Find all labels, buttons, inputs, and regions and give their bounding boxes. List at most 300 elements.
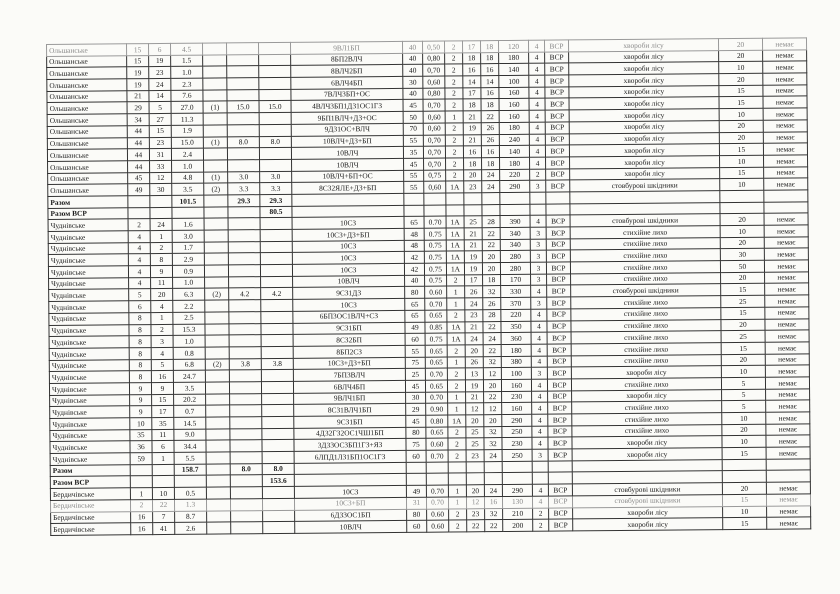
damage-percent-cell: 20 (719, 50, 763, 62)
damage-percent-cell: 25 (721, 330, 765, 342)
category-cell (530, 204, 546, 216)
status-cell: немає (766, 482, 810, 494)
category-cell (530, 192, 546, 204)
felling-area-cell: 8.0 (259, 136, 291, 148)
site-class-cell: 1А (448, 415, 466, 427)
quarter-number-cell: 16 (131, 523, 153, 535)
felling-area-cell (260, 241, 292, 253)
note-cell (205, 300, 229, 312)
note-cell: (2) (205, 288, 229, 300)
stand-composition-cell: 9СЗ1БП (293, 322, 405, 335)
status-cell: немає (766, 388, 810, 400)
section-number-cell: 35 (152, 417, 174, 429)
age-cell: 30 (403, 76, 423, 88)
diameter-cell: 24 (482, 181, 500, 193)
stock-volume-cell: 100 (501, 368, 531, 380)
damage-reason-cell: стихійне лихо (572, 424, 722, 437)
note-cell (207, 522, 231, 534)
diameter-cell: 20 (483, 379, 501, 391)
density-cell: 0.75 (424, 251, 446, 263)
damage-reason-cell: стихійне лихо (572, 413, 722, 426)
area-cell: 1.0 (171, 67, 203, 79)
diameter-cell: 16 (481, 87, 499, 99)
felling-area-cell: 29.3 (260, 194, 292, 206)
area-cell: 7.6 (171, 90, 203, 102)
felling-area-cell (262, 440, 294, 452)
age-cell: 55 (405, 345, 425, 357)
damage-percent-cell: 20 (718, 38, 762, 50)
quarter-number-cell (128, 207, 150, 219)
area-cell: 1.0 (172, 160, 204, 172)
felling-type-cell: ВСР (549, 519, 573, 531)
category-cell: 4 (529, 99, 545, 111)
diameter-cell: 22 (482, 228, 500, 240)
felling-area-cell (262, 393, 294, 405)
note-cell (203, 113, 227, 125)
category-cell: 4 (529, 87, 545, 99)
height-cell: 25 (466, 426, 484, 438)
density-cell: 0,70 (423, 99, 445, 111)
note-cell (203, 125, 227, 137)
area-cell: 1.3 (174, 499, 206, 511)
felling-area-cell (261, 276, 293, 288)
quarter-number-cell: 8 (129, 312, 151, 324)
damage-reason-cell: стихійне лихо (571, 378, 721, 391)
damage-reason-cell: хвороби лісу (572, 389, 722, 402)
selected-area-cell (230, 498, 262, 510)
damage-percent-cell (722, 471, 766, 483)
status-cell (766, 459, 810, 471)
density-cell: 0,70 (423, 146, 445, 158)
density-cell: 0.70 (426, 450, 448, 462)
damage-reason-cell: хвороби лісу (569, 97, 719, 110)
locality-cell: Ольшанське (48, 184, 128, 196)
stock-volume-cell: 180 (499, 122, 529, 134)
status-cell: немає (765, 365, 809, 377)
felling-type-cell: ВСР (545, 87, 569, 99)
damage-reason-cell: стихійне лихо (571, 272, 721, 285)
felling-type-cell: ВСР (547, 309, 571, 321)
density-cell: 0.75 (424, 240, 446, 252)
age-cell: 45 (405, 380, 425, 392)
area-cell: 8.7 (175, 511, 207, 523)
stock-volume-cell: 130 (502, 496, 532, 508)
damage-percent-cell: 15 (719, 143, 763, 155)
density-cell: 0.80 (426, 415, 448, 427)
density-cell: 0,75 (424, 170, 446, 182)
locality-cell: Чуднівське (49, 289, 129, 301)
section-number-cell: 22 (152, 499, 174, 511)
diameter-cell: 32 (484, 438, 502, 450)
height-cell: 24 (465, 298, 483, 310)
density-cell: 0.60 (427, 520, 449, 532)
height-cell: 26 (465, 286, 483, 298)
diameter-cell: 18 (481, 99, 499, 111)
category-cell: 3 (531, 274, 547, 286)
stand-composition-cell: 10СЗ+ДЗ+БП (292, 228, 404, 241)
stock-volume-cell: 340 (500, 239, 530, 251)
age-cell: 40 (403, 53, 423, 65)
status-cell: немає (765, 295, 809, 307)
section-number-cell: 23 (149, 137, 171, 149)
area-cell: 1.6 (172, 218, 204, 230)
felling-type-cell: ВСР (547, 355, 571, 367)
quarter-number-cell: 36 (130, 441, 152, 453)
category-cell: 2 (533, 508, 549, 520)
locality-cell: Разом (50, 465, 130, 477)
stand-composition-cell: 6БП3ОС1ВЛЧ+СЗ (293, 310, 405, 323)
status-cell: немає (763, 131, 807, 143)
damage-reason-cell: хвороби лісу (572, 436, 722, 449)
diameter-cell: 22 (484, 391, 502, 403)
status-cell: немає (763, 143, 807, 155)
damage-percent-cell: 25 (721, 295, 765, 307)
section-number-cell: 4 (151, 301, 173, 313)
height-cell: 21 (466, 391, 484, 403)
density-cell (424, 193, 446, 205)
damage-percent-cell: 20 (720, 237, 764, 249)
age-cell: 25 (405, 368, 425, 380)
locality-cell: Чуднівське (49, 371, 129, 383)
note-cell (204, 160, 228, 172)
category-cell: 4 (531, 321, 547, 333)
stock-volume-cell: 240 (499, 134, 529, 146)
quarter-number-cell (130, 464, 152, 476)
height-cell: 14 (463, 76, 481, 88)
area-cell: 14.5 (174, 417, 206, 429)
diameter-cell: 26 (481, 122, 499, 134)
diameter-cell: 22 (482, 239, 500, 251)
category-cell: 4 (531, 356, 547, 368)
category-cell: 4 (529, 75, 545, 87)
selected-area-cell: 29.3 (228, 195, 260, 207)
damage-reason-cell: хвороби лісу (569, 120, 719, 133)
locality-cell: Чуднівське (49, 359, 129, 371)
stock-volume-cell (502, 473, 532, 485)
felling-area-cell: 3.3 (260, 183, 292, 195)
selected-area-cell (227, 148, 259, 160)
category-cell: 4 (532, 426, 548, 438)
felling-type-cell: ВСР (545, 122, 569, 134)
stock-volume-cell: 210 (503, 508, 533, 520)
felling-area-cell (259, 124, 291, 136)
diameter-cell: 24 (484, 450, 502, 462)
note-cell (206, 452, 230, 464)
quarter-number-cell (130, 476, 152, 488)
damage-percent-cell: 30 (720, 249, 764, 261)
area-cell: 3.0 (172, 230, 204, 242)
selected-area-cell (230, 440, 262, 452)
section-number-cell: 5 (151, 359, 173, 371)
site-class-cell: 1А (446, 216, 464, 228)
selected-area-cell (229, 323, 261, 335)
stock-volume-cell: 370 (501, 297, 531, 309)
stand-composition-cell: 8БП2СЗ (293, 345, 405, 358)
stand-composition-cell: 3ДЗ3ОС3БП1ГЗ+ЯЗ (294, 439, 406, 452)
section-number-cell: 15 (152, 394, 174, 406)
note-cell (206, 499, 230, 511)
status-cell: немає (764, 225, 808, 237)
selected-area-cell (228, 230, 260, 242)
category-cell: 2 (530, 169, 546, 181)
quarter-number-cell: 9 (129, 383, 151, 395)
quarter-number-cell: 44 (127, 137, 149, 149)
selected-area-cell (229, 382, 261, 394)
section-number-cell: 14 (149, 90, 171, 102)
area-cell: 2.9 (172, 254, 204, 266)
felling-area-cell: 153.6 (262, 475, 294, 487)
area-cell: 1.0 (173, 277, 205, 289)
damage-reason-cell: хвороби лісу (573, 506, 723, 519)
felling-area-cell (263, 510, 295, 522)
selected-area-cell (228, 241, 260, 253)
damage-reason-cell: стихійне лихо (570, 261, 720, 274)
felling-type-cell: ВСР (548, 402, 572, 414)
quarter-number-cell: 45 (128, 172, 150, 184)
damage-percent-cell: 20 (719, 132, 763, 144)
area-cell: 1.9 (171, 125, 203, 137)
note-cell (205, 370, 229, 382)
site-class-cell: 1А (447, 333, 465, 345)
status-cell: немає (766, 447, 810, 459)
selected-area-cell (230, 428, 262, 440)
age-cell: 35 (403, 146, 423, 158)
height-cell: 21 (465, 321, 483, 333)
category-cell: 4 (529, 64, 545, 76)
section-number-cell: 10 (152, 488, 174, 500)
age-cell: 80 (407, 509, 427, 521)
selected-area-cell (227, 113, 259, 125)
note-cell (202, 43, 226, 55)
damage-percent-cell: 10 (722, 412, 766, 424)
height-cell: 24 (465, 333, 483, 345)
damage-reason-cell: стихійне лихо (571, 319, 721, 332)
selected-area-cell (226, 43, 258, 55)
diameter-cell: 18 (480, 41, 498, 53)
locality-cell: Чуднівське (48, 219, 128, 231)
site-class-cell: 2 (446, 169, 464, 181)
age-cell: 48 (404, 228, 424, 240)
selected-area-cell (227, 89, 259, 101)
felling-area-cell (259, 89, 291, 101)
category-cell: 4 (532, 438, 548, 450)
height-cell: 18 (463, 99, 481, 111)
selected-area-cell: 3.8 (229, 358, 261, 370)
note-cell (205, 335, 229, 347)
stock-volume-cell: 330 (501, 286, 531, 298)
area-cell (172, 207, 204, 219)
stock-volume-cell: 160 (502, 403, 532, 415)
status-cell: немає (763, 61, 807, 73)
selected-area-cell (229, 347, 261, 359)
height-cell: 20 (466, 415, 484, 427)
site-class-cell (446, 193, 464, 205)
density-cell: 0.65 (426, 427, 448, 439)
note-cell: (2) (205, 358, 229, 370)
locality-cell: Чуднівське (50, 429, 130, 441)
felling-type-cell: ВСР (548, 496, 572, 508)
stock-volume-cell: 290 (500, 181, 530, 193)
quarter-number-cell: 10 (130, 418, 152, 430)
note-cell (205, 382, 229, 394)
site-class-cell: 1А (446, 240, 464, 252)
note-cell (204, 218, 228, 230)
height-cell: 21 (463, 134, 481, 146)
felling-type-cell: ВСР (548, 437, 572, 449)
density-cell: 0.70 (426, 485, 448, 497)
felling-area-cell (260, 159, 292, 171)
age-cell: 75 (405, 357, 425, 369)
felling-area-cell (262, 428, 294, 440)
damage-percent-cell: 5 (722, 389, 766, 401)
area-cell: 6.8 (173, 359, 205, 371)
felling-area-cell (260, 264, 292, 276)
area-cell: 3.5 (173, 382, 205, 394)
note-cell (206, 487, 230, 499)
site-class-cell (446, 204, 464, 216)
selected-area-cell (230, 417, 262, 429)
note-cell (204, 242, 228, 254)
selected-area-cell: 8.0 (230, 463, 262, 475)
diameter-cell: 24 (484, 485, 502, 497)
stand-composition-cell: 10СЗ (292, 240, 404, 253)
category-cell: 4 (530, 157, 546, 169)
status-cell: немає (767, 505, 811, 517)
age-cell: 55 (404, 181, 424, 193)
status-cell: немає (762, 38, 806, 50)
density-cell: 0,70 (423, 135, 445, 147)
felling-area-cell (262, 486, 294, 498)
age-cell: 40 (403, 88, 423, 100)
stand-composition-cell: 8БП2ВЛЧ (291, 53, 403, 66)
damage-reason-cell: хвороби лісу (572, 448, 722, 461)
quarter-number-cell: 2 (128, 219, 150, 231)
category-cell: 4 (529, 134, 545, 146)
status-cell: немає (763, 50, 807, 62)
site-class-cell: 2 (445, 146, 463, 158)
height-cell: 12 (466, 497, 484, 509)
status-cell: немає (763, 108, 807, 120)
felling-type-cell: ВСР (545, 52, 569, 64)
stand-composition-cell: 9БП1ВЛЧ+ДЗ+ОС (291, 112, 403, 125)
diameter-cell: 12 (483, 368, 501, 380)
locality-cell: Ольшанське (48, 172, 128, 184)
damage-percent-cell: 10 (719, 108, 763, 120)
site-class-cell: 1 (448, 497, 466, 509)
category-cell: 4 (532, 484, 548, 496)
stand-composition-cell: 8СЗ1ВЛЧ1БП (294, 404, 406, 417)
stand-composition-cell: 9СЗ1БП (294, 415, 406, 428)
stock-volume-cell: 220 (500, 169, 530, 181)
stock-volume-cell (502, 461, 532, 473)
site-class-cell: 2 (448, 427, 466, 439)
age-cell: 75 (406, 439, 426, 451)
section-number-cell: 19 (149, 55, 171, 67)
felling-type-cell: ВСР (545, 110, 569, 122)
felling-type-cell: ВСР (547, 379, 571, 391)
selected-area-cell (227, 124, 259, 136)
note-cell (204, 195, 228, 207)
category-cell: 3 (530, 180, 546, 192)
damage-reason-cell: хвороби лісу (570, 156, 720, 169)
locality-cell: Чуднівське (49, 348, 129, 360)
damage-percent-cell: 20 (721, 354, 765, 366)
density-cell: 0.70 (425, 368, 447, 380)
density-cell (426, 462, 448, 474)
status-cell: немає (766, 412, 810, 424)
section-number-cell: 4 (151, 347, 173, 359)
section-number-cell: 12 (150, 172, 172, 184)
age-cell: 60 (405, 333, 425, 345)
height-cell: 17 (465, 274, 483, 286)
section-number-cell: 15 (149, 125, 171, 137)
density-cell: 0,70 (424, 158, 446, 170)
quarter-number-cell: 19 (127, 79, 149, 91)
damage-reason-cell: стихійне лихо (570, 237, 720, 250)
area-cell: 2.2 (173, 300, 205, 312)
density-cell: 0,80 (423, 88, 445, 100)
age-cell: 55 (403, 135, 423, 147)
density-cell: 0.60 (425, 286, 447, 298)
area-cell: 3.5 (172, 183, 204, 195)
section-number-cell: 11 (151, 277, 173, 289)
category-cell: 4 (531, 379, 547, 391)
quarter-number-cell: 35 (130, 429, 152, 441)
note-cell (203, 66, 227, 78)
height-cell (464, 193, 482, 205)
section-number-cell (150, 207, 172, 219)
felling-type-cell: ВСР (547, 297, 571, 309)
felling-type-cell: ВСР (545, 133, 569, 145)
damage-reason-cell: стихійне лихо (570, 249, 720, 262)
area-cell: 2.5 (173, 312, 205, 324)
stand-composition-cell: 4ДЗ2ГЗ2ОС1ЧШ1БП (294, 427, 406, 440)
damage-percent-cell: 10 (719, 62, 763, 74)
stand-composition-cell: 10СЗ (294, 485, 406, 498)
felling-type-cell: ВСР (547, 320, 571, 332)
damage-percent-cell: 10 (722, 436, 766, 448)
selected-area-cell (227, 54, 259, 66)
site-class-cell: 1 (448, 403, 466, 415)
felling-type-cell: ВСР (545, 98, 569, 110)
stock-volume-cell: 220 (501, 309, 531, 321)
diameter-cell: 16 (481, 146, 499, 158)
area-cell: 1.5 (171, 55, 203, 67)
stock-volume-cell: 200 (503, 519, 533, 531)
stock-volume-cell: 290 (502, 414, 532, 426)
stock-volume-cell: 340 (500, 227, 530, 239)
damage-reason-cell: стовбурові шкідники (570, 179, 720, 192)
damage-percent-cell: 10 (720, 225, 764, 237)
stand-composition-cell: 6ВЛЧ4БП (291, 76, 403, 89)
locality-cell: Чуднівське (48, 242, 128, 254)
note-cell: (1) (203, 101, 227, 113)
area-cell: 2.6 (175, 522, 207, 534)
note-cell (206, 405, 230, 417)
felling-area-cell (262, 498, 294, 510)
category-cell: 4 (529, 122, 545, 134)
area-cell: 34.4 (174, 440, 206, 452)
quarter-number-cell: 1 (130, 488, 152, 500)
height-cell: 19 (464, 263, 482, 275)
density-cell: 0.60 (426, 438, 448, 450)
diameter-cell (484, 473, 502, 485)
stand-composition-cell: 9СЗ1ДЗ (293, 287, 405, 300)
site-class-cell: 2 (447, 275, 465, 287)
status-cell: немає (765, 353, 809, 365)
category-cell: 3 (530, 251, 546, 263)
damage-reason-cell: хвороби лісу (569, 85, 719, 98)
